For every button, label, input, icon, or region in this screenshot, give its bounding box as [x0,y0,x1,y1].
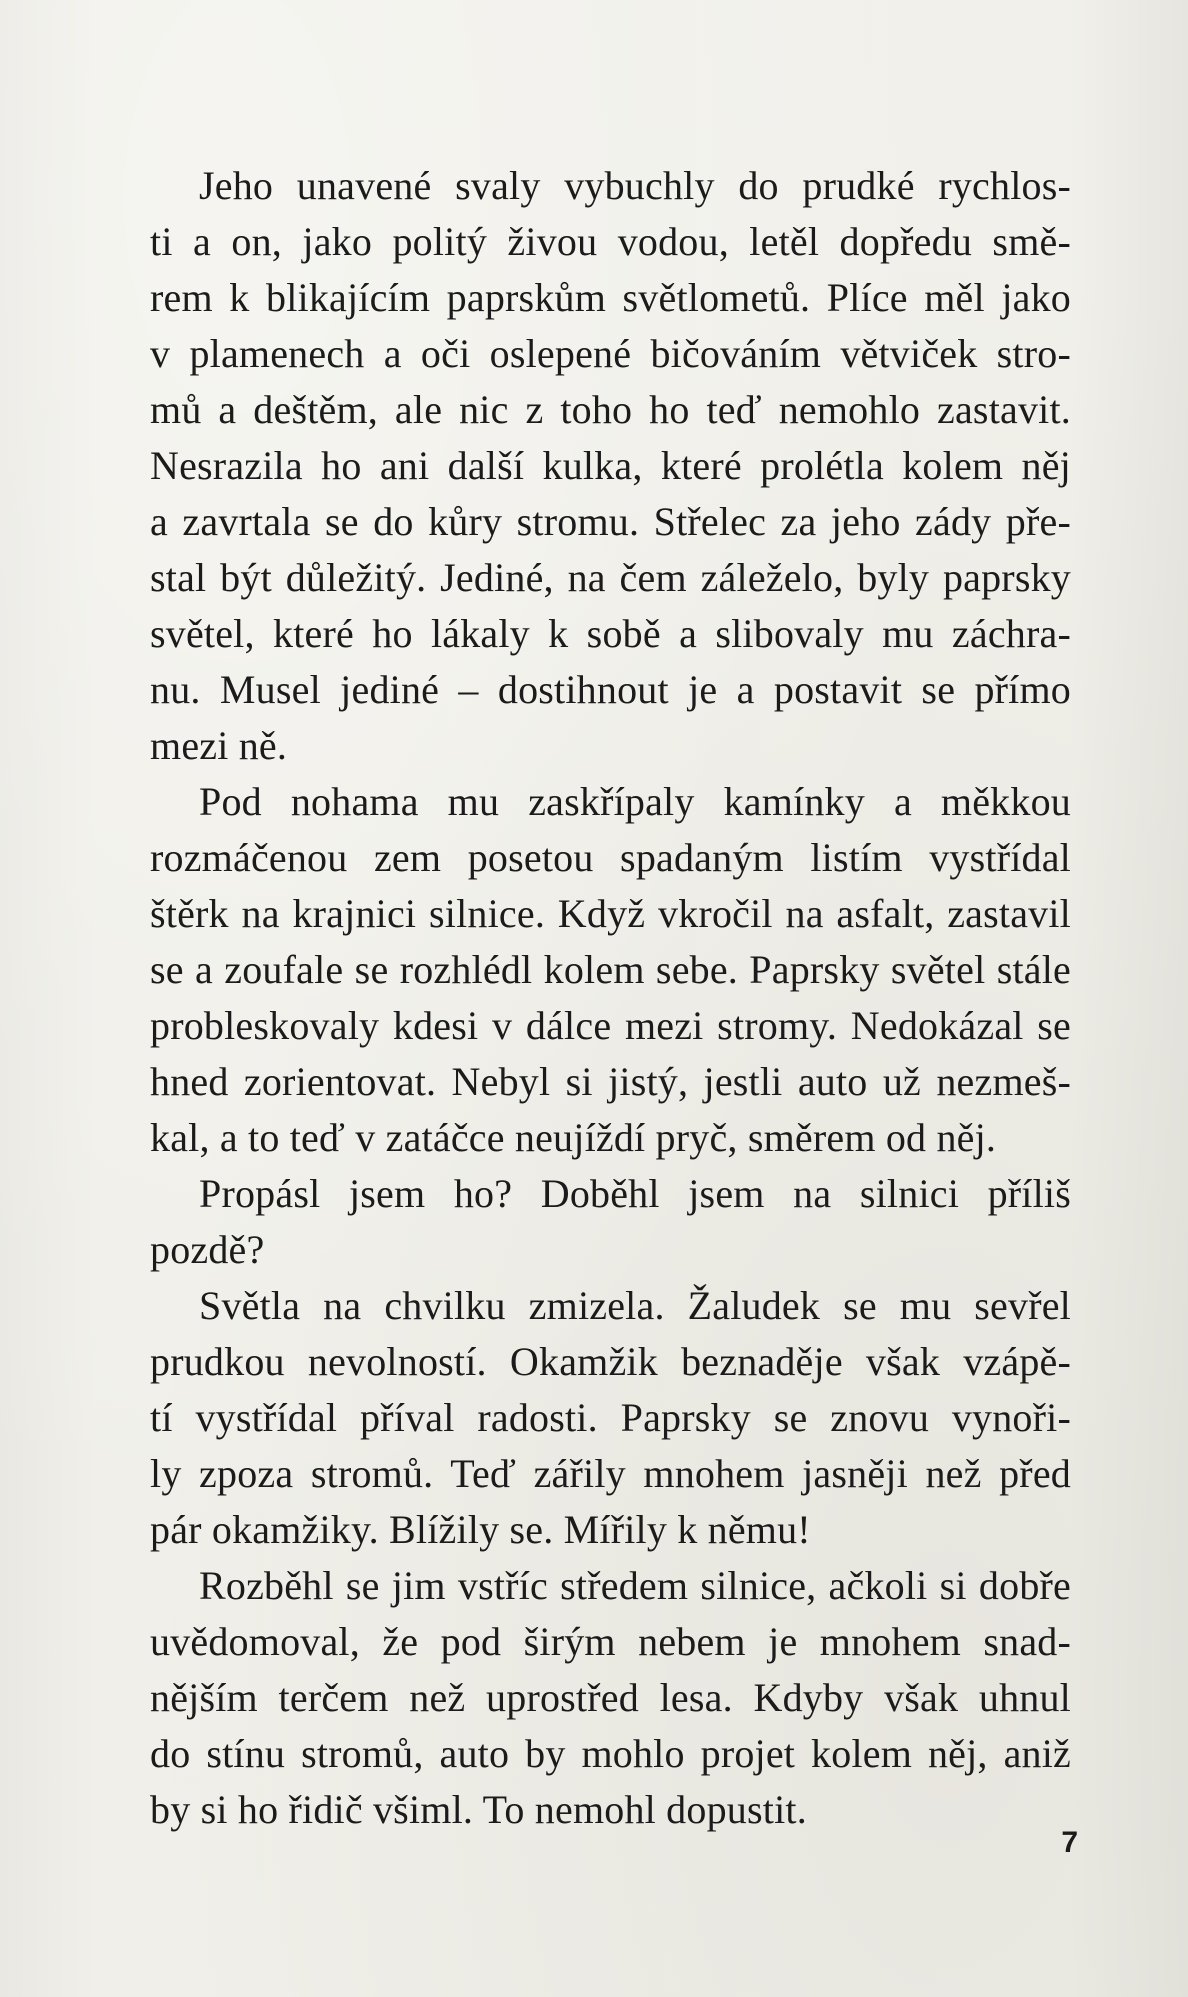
text-line: Jeho unavené svaly vybuchly do prudké rychlos- [199,163,1071,208]
text-line: stal být důležitý. Jediné, na čem záleželo, byly paprsky [150,555,1071,600]
text-line: Rozběhl se jim vstříc středem silnice, ačkoli si dobře [199,1563,1071,1608]
text-line: ti a on, jako politý živou vodou, letěl dopředu smě- [150,219,1071,264]
text-line: ly zpoza stromů. Teď zářily mnohem jasněji než před [150,1451,1071,1496]
text-line: mezi ně. [150,723,288,768]
text-line: světel, které ho lákaly k sobě a slibovaly mu záchra- [150,611,1071,656]
text-line: mů a deštěm, ale nic z toho ho teď nemohlo zastavit. [150,387,1071,432]
text-line: kal, a to teď v zatáčce neujíždí pryč, směrem od něj. [150,1115,997,1160]
text-line: pár okamžiky. Blížily se. Mířily k němu! [150,1507,811,1552]
text-line: tí vystřídal příval radosti. Paprsky se znovu vynoři- [150,1395,1071,1440]
text-line: prudkou nevolností. Okamžik beznaděje však vzápě- [150,1339,1071,1384]
text-line: do stínu stromů, auto by mohlo projet kolem něj, aniž [150,1731,1071,1776]
text-line: nějším terčem než uprostřed lesa. Kdyby však uhnul [150,1675,1071,1720]
text-line: rem k blikajícím paprskům světlometů. Plíce měl jako [150,275,1071,320]
text-line: Pod nohama mu zaskřípaly kamínky a měkkou [199,779,1071,824]
text-line: pozdě? [150,1227,265,1272]
text-line: rozmáčenou zem posetou spadaným listím vystřídal [150,835,1071,880]
text-line: nu. Musel jediné – dostihnout je a postavit se přímo [150,667,1071,712]
text-line: a zavrtala se do kůry stromu. Střelec za jeho zády pře- [150,499,1071,544]
body-text [150,158,1071,1838]
text-line: uvědomoval, že pod širým nebem je mnohem snad- [150,1619,1071,1664]
text-line: by si ho řidič všiml. To nemohl dopustit. [150,1787,807,1832]
text-line: Propásl jsem ho? Doběhl jsem na silnici příliš [199,1171,1071,1216]
text-line: štěrk na krajnici silnice. Když vkročil na asfalt, zastavil [150,891,1071,936]
text-line: Světla na chvilku zmizela. Žaludek se mu sevřel [199,1283,1071,1328]
text-line: Nesrazila ho ani další kulka, které prolétla kolem něj [150,443,1071,488]
text-line: v plamenech a oči oslepené bičováním větviček stro- [150,331,1071,376]
page-number: 7 [1061,1826,1078,1859]
text-line: probleskovaly kdesi v dálce mezi stromy. Nedokázal se [150,1003,1071,1048]
text-line: se a zoufale se rozhlédl kolem sebe. Paprsky světel stále [150,947,1071,992]
text-line: hned zorientovat. Nebyl si jistý, jestli auto už nezmeš- [150,1059,1071,1104]
